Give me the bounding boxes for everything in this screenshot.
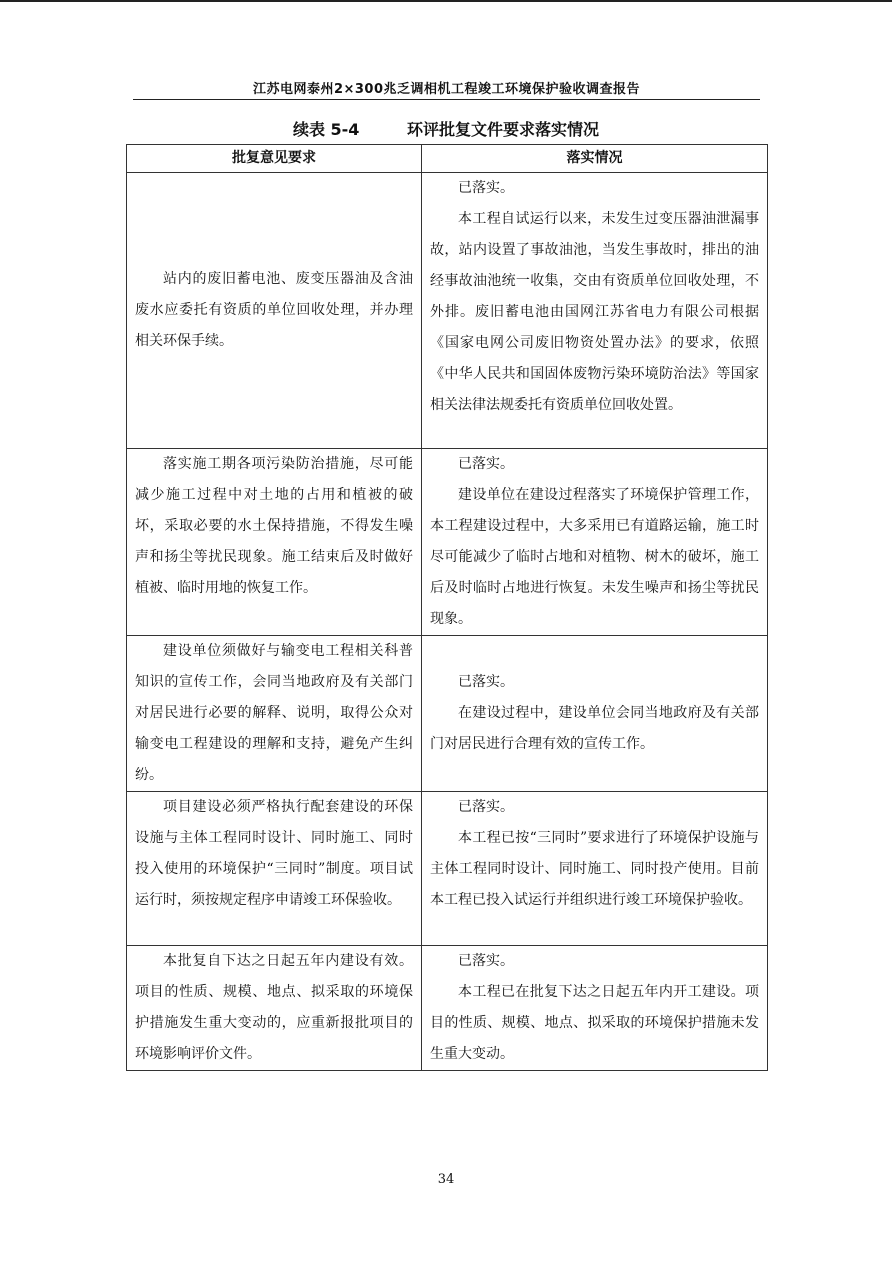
table-header-row xyxy=(127,145,768,173)
table-number: 续表 5-4 xyxy=(292,120,360,139)
status-text: 已落实。 xyxy=(458,799,514,815)
detail-text: 在建设过程中，建设单位会同当地政府及有关部门对居民进行合理有效的宣传工作。 xyxy=(430,705,759,752)
status-text: 已落实。 xyxy=(458,674,514,690)
table-row xyxy=(127,173,768,449)
status-text: 已落实。 xyxy=(458,953,514,969)
detail-text: 建设单位在建设过程落实了环境保护管理工作，本工程建设过程中，大多采用已有道路运输，施工时尽可能减少了临时占地和对植物、树木的破坏，施工后及时临时占地进行恢复。未发生噪声和扬尘等扰民现象。 xyxy=(430,487,759,627)
report-header: 江苏电网泰州2×300兆乏调相机工程竣工环境保护验收调查报告 xyxy=(252,82,641,97)
top-border xyxy=(0,0,892,2)
table-row xyxy=(127,636,768,792)
status-text: 已落实。 xyxy=(458,180,514,196)
implementation-cell xyxy=(422,636,768,792)
table-caption xyxy=(126,117,766,140)
requirements-table xyxy=(126,144,768,1071)
table-row xyxy=(127,946,768,1071)
detail-text: 本工程已按“三同时”要求进行了环境保护设施与主体工程同时设计、同时施工、同时投产使用。目前本工程已投入试运行并组织进行竣工环境保护验收。 xyxy=(430,830,759,908)
requirement-cell: 落实施工期各项污染防治措施，尽可能减少施工过程中对土地的占用和植被的破坏，采取必要的水土保持措施，不得发生噪声和扬尘等扰民现象。施工结束后及时做好植被、临时用地的恢复工作。 xyxy=(127,449,422,636)
requirement-cell: 本批复自下达之日起五年内建设有效。项目的性质、规模、地点、拟采取的环境保护措施发生重大变动的，应重新报批项目的环境影响评价文件。 xyxy=(127,946,422,1071)
table-row xyxy=(127,449,768,636)
table-row xyxy=(127,792,768,946)
status-text: 已落实。 xyxy=(458,456,514,472)
page-number: 34 xyxy=(437,1172,455,1187)
column-header-requirement: 批复意见要求 xyxy=(127,145,422,173)
detail-text: 本工程已在批复下达之日起五年内开工建设。项目的性质、规模、地点、拟采取的环境保护措施未发生重大变动。 xyxy=(430,984,759,1062)
implementation-cell xyxy=(422,173,768,449)
requirement-cell: 项目建设必须严格执行配套建设的环保设施与主体工程同时设计、同时施工、同时投入使用的环境保护“三同时”制度。项目试运行时，须按规定程序申请竣工环保验收。 xyxy=(127,792,422,946)
detail-text: 本工程自试运行以来，未发生过变压器油泄漏事故，站内设置了事故油池，当发生事故时，排出的油经事故油池统一收集，交由有资质单位回收处理，不外排。废旧蓄电池由国网江苏省电力有限公司根据《国家电网公司废旧物资处置办法》的要求，依照《中华人民共和国固体废物污染环境防治法》等国家相关法律法规委托有资质单位回收处置。 xyxy=(430,211,759,413)
requirement-cell: 站内的废旧蓄电池、废变压器油及含油废水应委托有资质的单位回收处理，并办理相关环保手续。 xyxy=(127,173,422,449)
implementation-cell xyxy=(422,449,768,636)
table-title: 环评批复文件要求落实情况 xyxy=(407,120,600,139)
implementation-cell xyxy=(422,792,768,946)
requirement-cell: 建设单位须做好与输变电工程相关科普知识的宣传工作，会同当地政府及有关部门对居民进行必要的解释、说明，取得公众对输变电工程建设的理解和支持，避免产生纠纷。 xyxy=(127,636,422,792)
column-header-implementation: 落实情况 xyxy=(422,145,768,173)
header-divider xyxy=(133,99,760,100)
implementation-cell xyxy=(422,946,768,1071)
